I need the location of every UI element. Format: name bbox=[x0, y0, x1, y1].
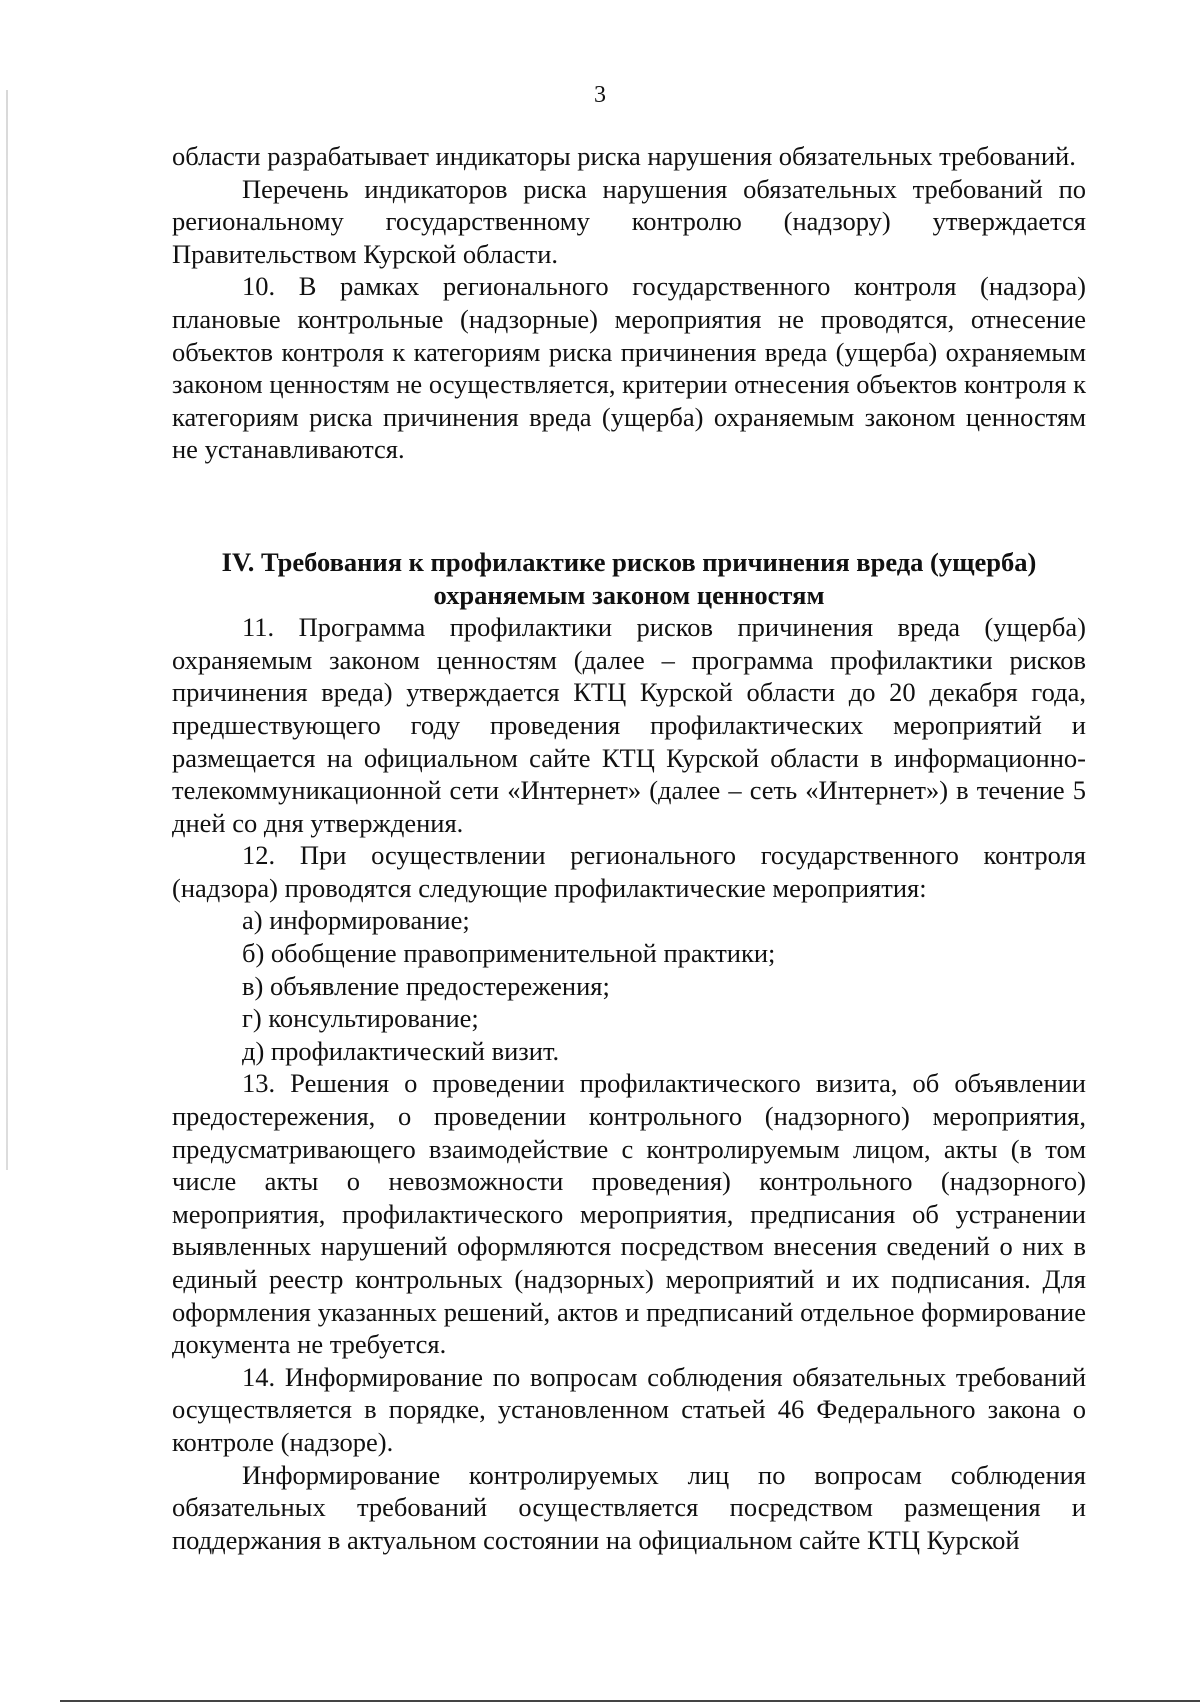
paragraph-13: 13. Решения о проведении профилактического визита, об объявлении предостережения, о проведении контрольного (надзорного) мероприятия, предусматривающего взаимодействие с контролируемым лицом, акты (в том числе акты о невозможности проведения) контрольного (надзорного) мероприятия, профилактического мероприятия, предписания об устранении выявленных нарушений оформляются посредством внесения сведений о них в единый реестр контрольных (надзорных) мероприятий и их подписания. Для оформления указанных решений, актов и предписаний отдельное формирование документа не требуется. bbox=[172, 1068, 1086, 1360]
list-item-v: в) объявление предостережения; bbox=[242, 970, 610, 1001]
paragraph-informing: Информирование контролируемых лиц по вопросам соблюдения обязательных требований осуществляется посредством размещения и поддержания в актуальном состоянии на официальном сайте КТЦ Курской bbox=[172, 1459, 1086, 1555]
list-item-g: г) консультирование; bbox=[242, 1003, 479, 1034]
scan-edge-bottom bbox=[60, 1700, 1200, 1702]
list-item-b: б) обобщение правоприменительной практики; bbox=[242, 938, 776, 969]
paragraph-12: 12. При осуществлении регионального государственного контроля (надзора) проводятся следующие профилактические мероприятия: bbox=[172, 840, 1086, 903]
page-number: 3 bbox=[594, 82, 606, 108]
paragraph-risk-indicators: Перечень индикаторов риска нарушения обязательных требований по региональному государственному контролю (надзору) утверждается Правительством Курской области. bbox=[172, 173, 1086, 269]
paragraph-11: 11. Программа профилактики рисков причинения вреда (ущерба) охраняемым законом ценностям (далее – программа профилактики рисков причинения вреда) утверждается КТЦ Курской области до 20 декабря года, предшествующего году проведения профилактических мероприятий и размещается на официальном сайте КТЦ Курской области в информационно-телекоммуникационной сети «Интернет» (далее – сеть «Интернет») в течение 5 дней со дня утверждения. bbox=[172, 612, 1086, 838]
paragraph-14: 14. Информирование по вопросам соблюдения обязательных требований осуществляется в порядке, установленном статьей 46 Федерального закона о контроле (надзоре). bbox=[172, 1361, 1086, 1457]
list-item-a: а) информирование; bbox=[242, 905, 470, 936]
paragraph-continuation: области разрабатывает индикаторы риска нарушения обязательных требований. bbox=[172, 141, 1076, 171]
list-item-d: д) профилактический визит. bbox=[242, 1035, 560, 1066]
section-heading-line-2: охраняемым законом ценностям bbox=[433, 579, 825, 610]
section-heading-line-1: IV. Требования к профилактике рисков причинения вреда (ущерба) bbox=[221, 546, 1037, 577]
scan-edge-left bbox=[6, 90, 8, 1170]
document-body bbox=[172, 140, 1086, 1556]
paragraph-10: 10. В рамках регионального государственного контроля (надзора) плановые контрольные (надзорные) мероприятия не проводятся, отнесение объектов контроля к категориям риска причинения вреда (ущерба) охраняемым законом ценностям не осуществляется, критерии отнесения объектов контроля к категориям риска причинения вреда (ущерба) охраняемым законом ценностям не устанавливаются. bbox=[172, 271, 1086, 465]
section-heading-iv bbox=[172, 546, 1086, 611]
